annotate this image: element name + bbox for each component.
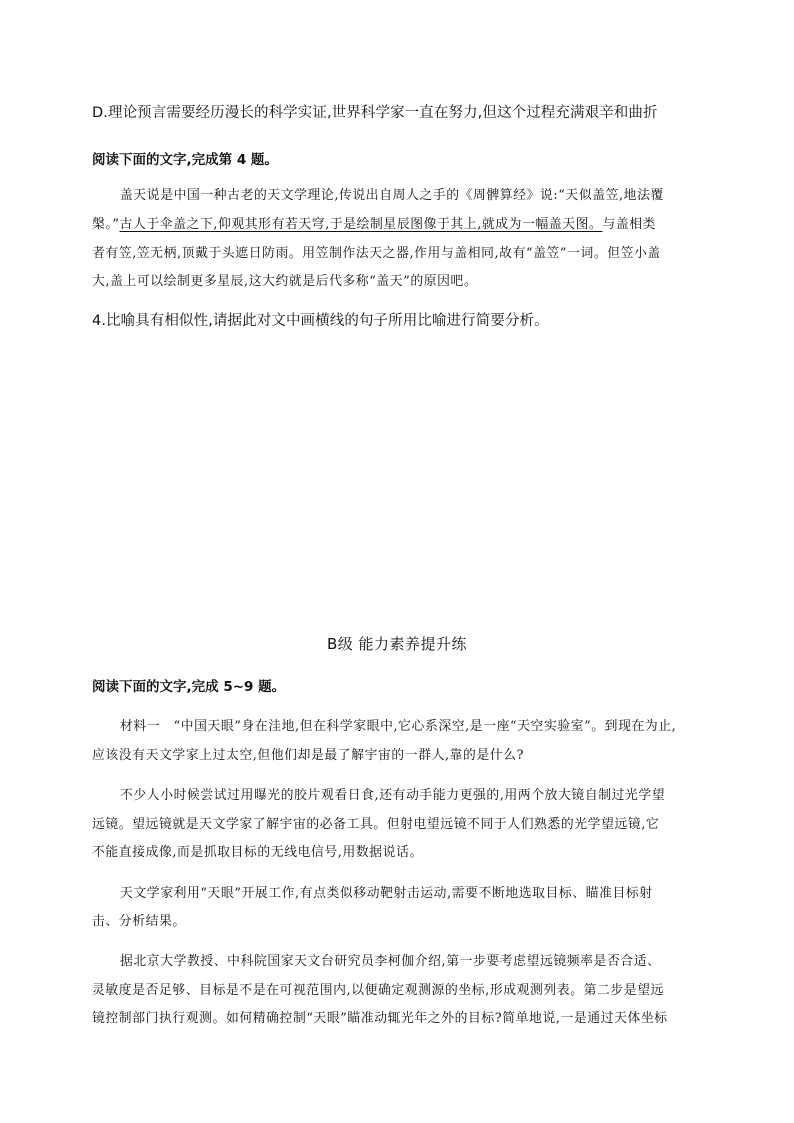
section-b-title: B级 能力素养提升练	[326, 635, 468, 653]
passage-line: 击、分析结果。	[92, 914, 186, 929]
underlined-sentence: 古人于伞盖之下,仰观其形有若天穹,于是绘制星辰图像于其上,就成为一幅盖天图。	[119, 217, 603, 232]
passage-text: 槃。”	[92, 217, 120, 232]
passage-line: 应该没有天文学家上过太空,但他们却是最了解宇宙的一群人,靠的是什么?	[92, 748, 525, 763]
passage-line: 不少人小时候尝试过用曝光的胶片观看日食,还有动手能力更强的,用两个放大镜自制过光学望	[120, 788, 666, 803]
passage-line: 据北京大学教授、中科院国家天文台研究员李柯伽介绍,第一步要考虑望远镜频率是否合适、	[120, 954, 661, 969]
instruction-q4: 阅读下面的文字,完成第 4 题。	[92, 152, 278, 168]
passage-line: 者有笠,笠无柄,顶戴于头遮日防雨。用笠制作法天之器,作用与盖相同,故有“盖笠”一词。但笠小盖	[92, 246, 661, 261]
passage-line: 镜控制部门执行观测。如何精确控制“天眼”瞄准动辄光年之外的目标?简单地说,一是通过天体坐标	[92, 1011, 668, 1026]
passage-line: 材料一 “中国天眼”身在洼地,但在科学家眼中,它心系深空,是一座“天空实验室”。到现在为止,	[120, 719, 677, 734]
option-d: D.理论预言需要经历漫长的科学实证,世界科学家一直在努力,但这个过程充满艰辛和曲折	[92, 105, 658, 121]
passage-line: 天文学家利用“天眼”开展工作,有点类似移动靶射击运动,需要不断地选取目标、瞄准目标射	[120, 886, 653, 901]
passage-text: 与盖相类	[602, 217, 657, 232]
instruction-q5-9: 阅读下面的文字,完成 5~9 题。	[92, 679, 286, 695]
passage-line: 灵敏度是否足够、目标是不是在可视范围内,以便确定观测源的坐标,形成观测列表。第二步是望远	[92, 983, 665, 998]
passage-line: 盖天说是中国一种古老的天文学理论,传说出自周人之手的《周髀算经》说:“天似盖笠,地法覆	[120, 188, 664, 203]
passage-line: 不能直接成像,而是抓取目标的无线电信号,用数据说话。	[92, 845, 423, 860]
question-4: 4.比喻具有相似性,请据此对文中画横线的句子所用比喻进行简要分析。	[92, 313, 549, 329]
passage-line	[92, 213, 656, 232]
passage-line: 远镜。望远镜就是天文学家了解宇宙的必备工具。但射电望远镜不同于人们熟悉的光学望远镜,它	[92, 817, 660, 832]
passage-line: 大,盖上可以绘制更多星辰,这大约就是后代多称“盖天”的原因吧。	[92, 274, 478, 289]
